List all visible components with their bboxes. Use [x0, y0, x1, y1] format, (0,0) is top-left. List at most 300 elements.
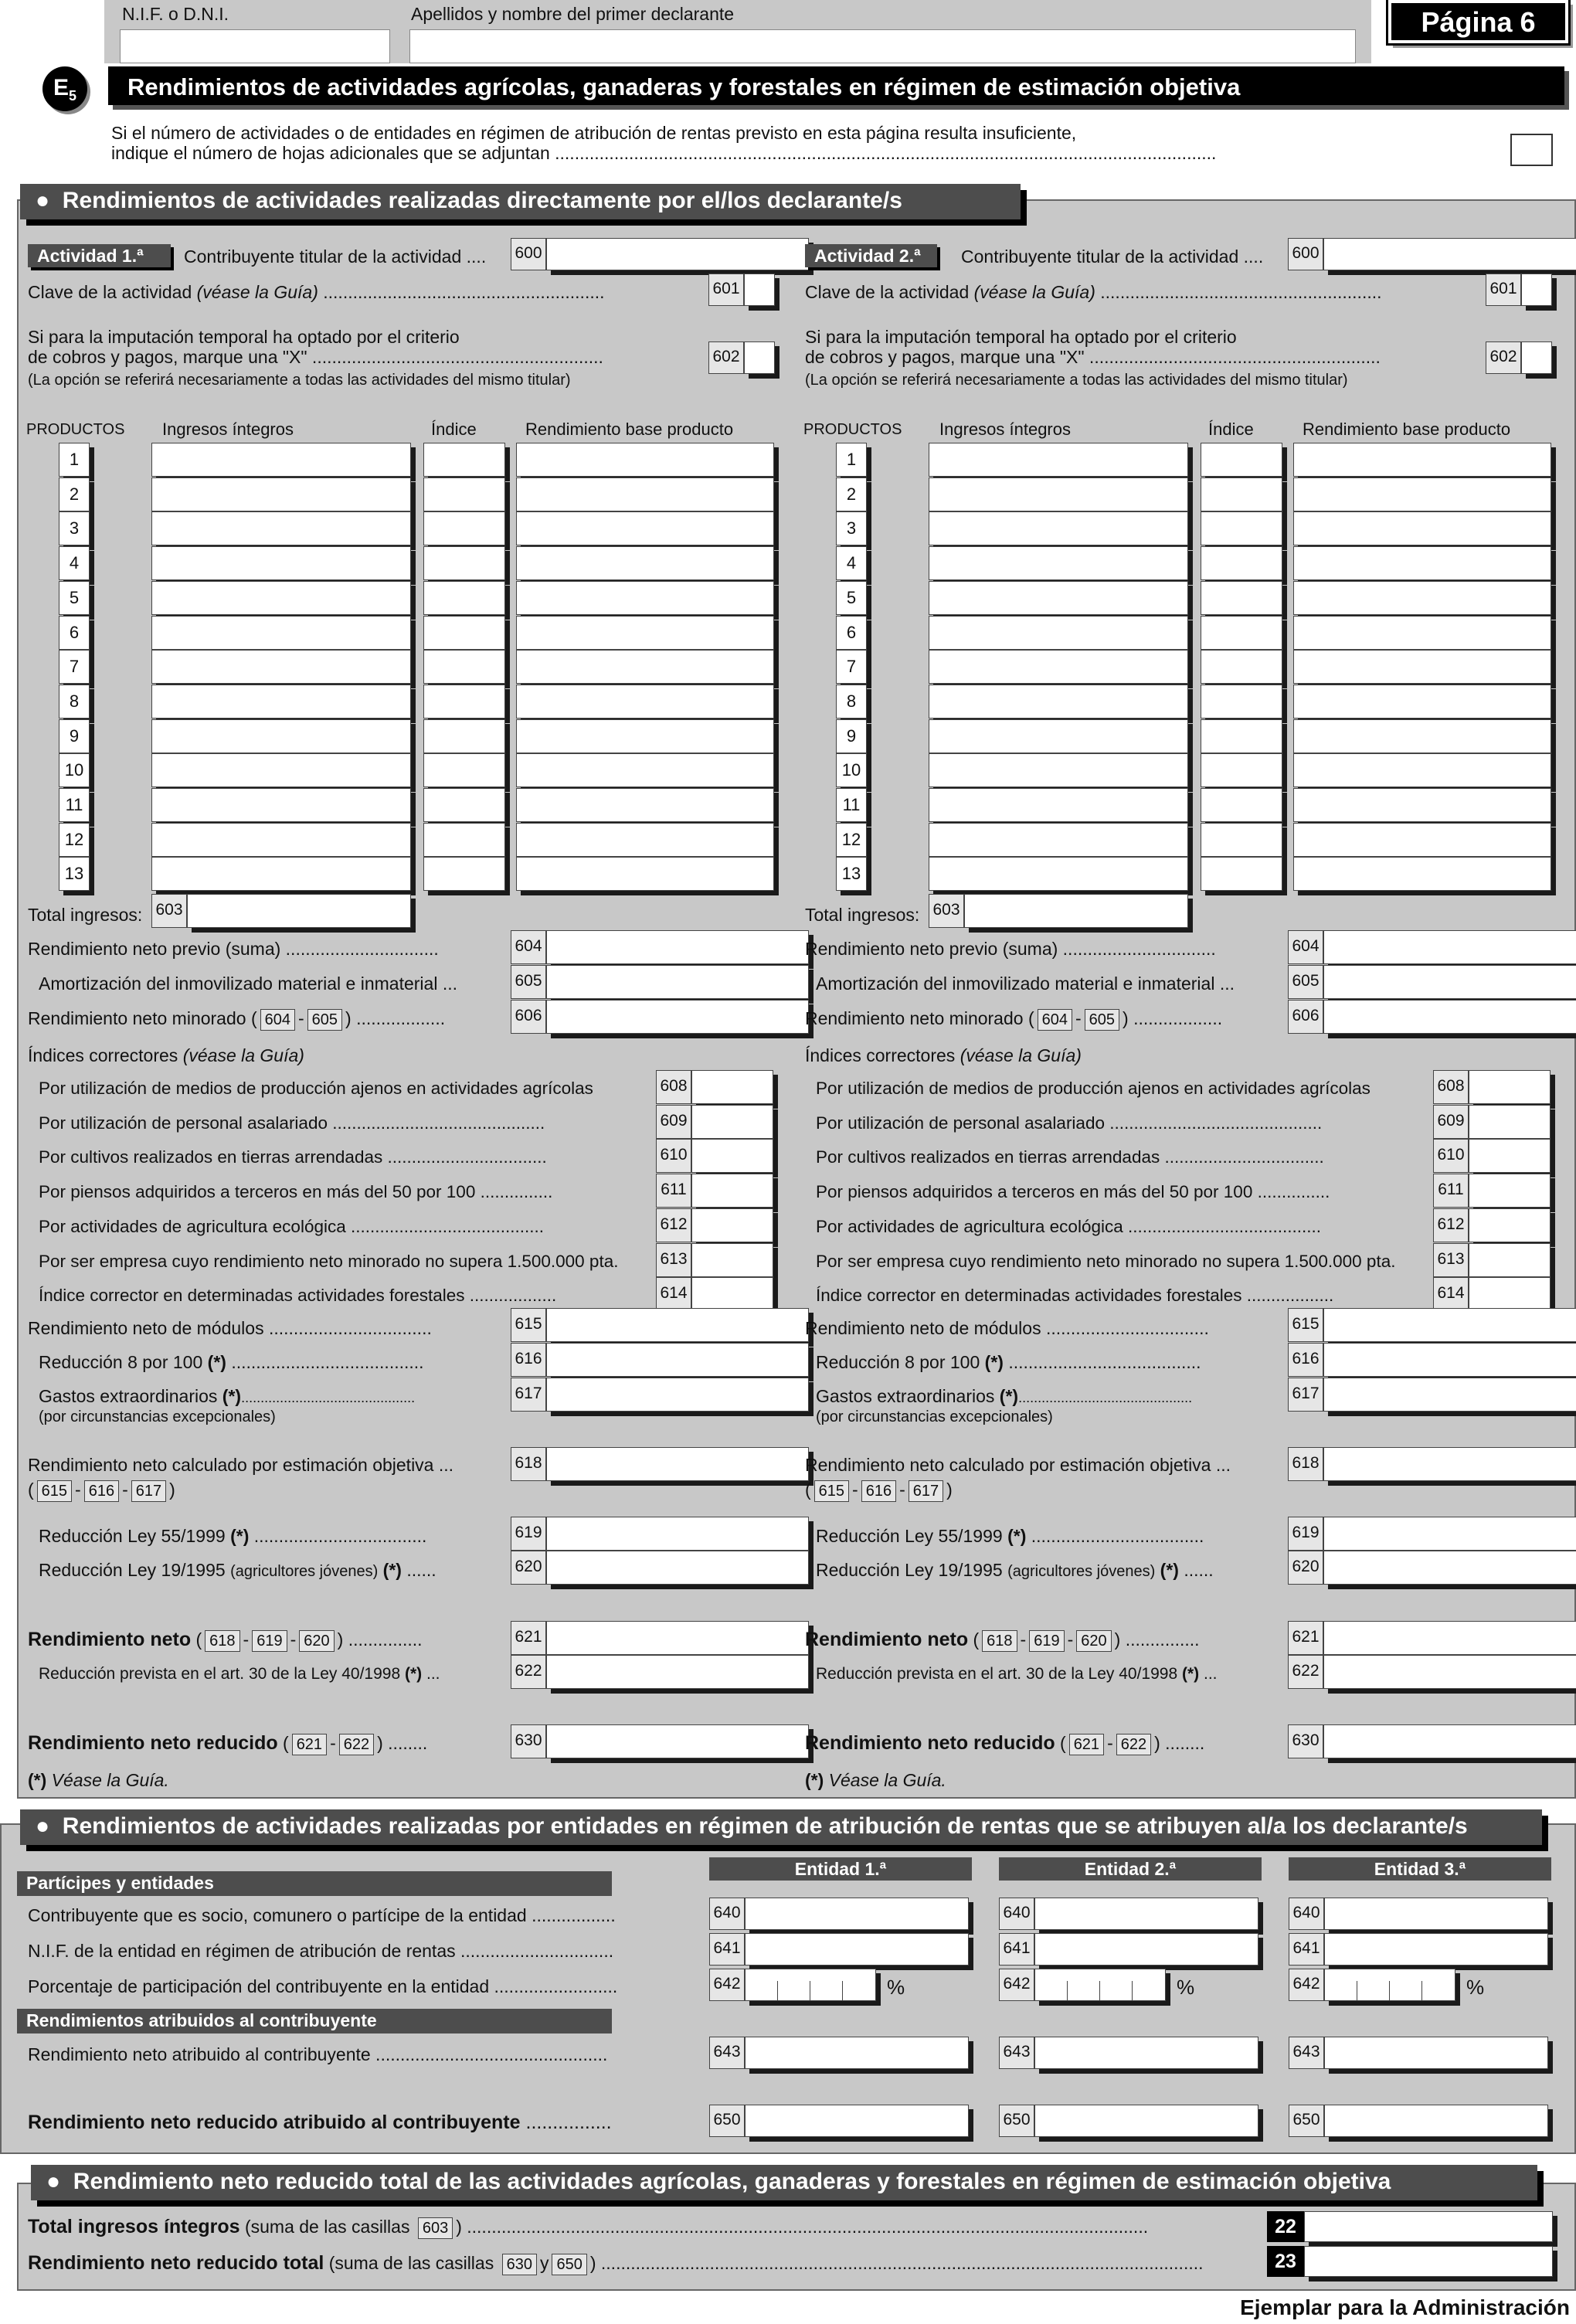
red55-text: Reducción Ley 55/1999 [39, 1526, 226, 1546]
entity3-atribuido-field[interactable] [1324, 2037, 1548, 2069]
ingresos-field[interactable] [929, 753, 1188, 787]
clave-label [805, 281, 1382, 303]
entity1-atribuido-field[interactable] [745, 2037, 969, 2069]
rend-reducido-text: Rendimiento neto reducido [805, 1732, 1055, 1754]
entity1-nif-field[interactable] [745, 1933, 969, 1966]
indice-corrector-label: Por actividades de agricultura ecológica ........................................ [39, 1216, 545, 1236]
total-ingresos-row [28, 2216, 1148, 2239]
rendimiento-field[interactable] [516, 753, 774, 787]
indice-corrector-label: Por cultivos realizados en tierras arrendadas ................................. [39, 1147, 547, 1167]
indice-field[interactable] [423, 443, 505, 477]
code-610: 610 [1433, 1139, 1469, 1173]
dots: ... [1204, 1665, 1218, 1683]
dots: ....................................... [231, 1352, 424, 1372]
minus: - [297, 1008, 304, 1028]
rendimiento-field[interactable] [1293, 823, 1551, 857]
rendimiento-field[interactable] [516, 650, 774, 684]
rendimiento-field[interactable] [1293, 581, 1551, 615]
row-number: 10 [59, 753, 90, 787]
ingresos-field[interactable] [929, 823, 1188, 857]
indice-corrector-label: Por utilización de personal asalariado ............................................ [39, 1113, 545, 1133]
ingresos-field[interactable] [929, 650, 1188, 684]
row-number: 13 [59, 857, 90, 891]
indice-corrector-field[interactable] [1469, 1139, 1551, 1173]
clave-italic: (véase la Guía) [196, 282, 318, 302]
red19-label [39, 1559, 436, 1582]
dots: ............................................. [241, 1390, 416, 1405]
indice-field[interactable] [1201, 650, 1282, 684]
star: (*) [382, 1560, 402, 1580]
indice-corrector-field[interactable] [1469, 1174, 1551, 1208]
minus: - [75, 1480, 81, 1500]
code-616: 616 [511, 1343, 546, 1377]
nif-label: N.I.F. o D.N.I. [122, 4, 229, 24]
indice-field[interactable] [1201, 685, 1282, 719]
ingresos-field[interactable] [151, 581, 411, 615]
indice-corrector-label: Por actividades de agricultura ecológica ........................................ [816, 1216, 1322, 1236]
indice-field[interactable] [423, 511, 505, 545]
additional-sheets-field[interactable] [1510, 134, 1553, 166]
code-641: 641 [999, 1933, 1034, 1966]
field-618[interactable] [546, 1447, 809, 1481]
ingresos-field[interactable] [929, 788, 1188, 822]
indice-corrector-field[interactable] [1469, 1105, 1551, 1139]
dots: ............................................. [1018, 1390, 1193, 1405]
rend-calc-label: Rendimiento neto calculado por estimación objetiva ... [805, 1455, 1231, 1475]
rendimiento-field[interactable] [516, 443, 774, 477]
lparen: ( [28, 1480, 34, 1500]
code-605: 605 [511, 965, 546, 999]
code-640: 640 [1289, 1898, 1324, 1930]
imput-line2: de cobros y pagos, marque una "X" ........................................................... [805, 347, 1381, 367]
entity2-atribuido-field[interactable] [1034, 2037, 1258, 2069]
rendimiento-field[interactable] [516, 719, 774, 753]
code-640: 640 [709, 1898, 745, 1930]
lparen: ( [973, 1629, 980, 1650]
indice-field[interactable] [423, 546, 505, 580]
rendimiento-field[interactable] [1293, 719, 1551, 753]
code-601: 601 [708, 274, 744, 306]
rend-neto-label [805, 1629, 1200, 1652]
minus: - [1020, 1629, 1027, 1650]
red19-text: Reducción Ley 19/1995 [816, 1560, 1003, 1580]
code-615: 615 [511, 1308, 546, 1342]
total-ingresos-field-1[interactable] [187, 894, 411, 928]
field-620[interactable] [546, 1551, 809, 1585]
rendimiento-field[interactable] [516, 685, 774, 719]
indice-field[interactable] [423, 616, 505, 650]
ref-650: 650 [552, 2254, 586, 2275]
reduccion-prevista-label [39, 1663, 440, 1685]
rend-neto-text: Rendimiento neto [805, 1629, 969, 1650]
code-601: 601 [1486, 274, 1521, 306]
indice-corrector-label: Índice corrector en determinadas actividades forestales .................. [39, 1286, 557, 1306]
field-630[interactable] [546, 1724, 809, 1758]
col-indice: Índice [1208, 420, 1254, 439]
code-615: 615 [1288, 1308, 1323, 1342]
indice-corrector-field[interactable] [691, 1105, 773, 1139]
rendimiento-field[interactable] [516, 546, 774, 580]
entity2-reducido-field[interactable] [1034, 2105, 1258, 2137]
indice-field[interactable] [1201, 823, 1282, 857]
rendimiento-field[interactable] [1293, 650, 1551, 684]
field-622[interactable] [546, 1655, 809, 1689]
reduccion8-label [816, 1351, 1201, 1373]
imput-field-2[interactable] [1521, 341, 1552, 374]
col-rendimiento: Rendimiento base producto [525, 420, 734, 439]
rendimiento-field[interactable] [516, 581, 774, 615]
code-605: 605 [1288, 965, 1323, 999]
dots: ............... [1125, 1629, 1200, 1650]
indice-field[interactable] [1201, 581, 1282, 615]
star: (*) [28, 1770, 47, 1790]
rendimiento-field[interactable] [1293, 443, 1551, 477]
indices-label [805, 1045, 1082, 1066]
rendimiento-field[interactable] [516, 477, 774, 511]
indice-corrector-label: Por piensos adquiridos a terceros en más del 50 por 100 ............... [39, 1182, 553, 1202]
indices-text: Índices correctores [805, 1045, 956, 1065]
star: (*) [1160, 1560, 1179, 1580]
ingresos-field[interactable] [151, 685, 411, 719]
field-617[interactable] [546, 1378, 809, 1412]
indice-corrector-field[interactable] [1469, 1277, 1551, 1311]
indice-corrector-field[interactable] [691, 1243, 773, 1277]
rendimiento-field[interactable] [516, 788, 774, 822]
indice-field[interactable] [423, 788, 505, 822]
red19-label [816, 1559, 1214, 1582]
rend-total-row [28, 2252, 1204, 2275]
field-619[interactable] [546, 1517, 809, 1551]
titular-field-1[interactable] [546, 238, 809, 270]
field-604[interactable] [546, 930, 809, 964]
ingresos-field[interactable] [151, 857, 411, 891]
indice-corrector-field[interactable] [1469, 1243, 1551, 1277]
titular-label: Contribuyente titular de la actividad .... [184, 246, 487, 267]
rendimiento-field[interactable] [1293, 477, 1551, 511]
amortizacion-label: Amortización del inmovilizado material e inmaterial ... [816, 973, 1235, 994]
field-621[interactable] [546, 1621, 809, 1655]
col-ingresos: Ingresos íntegros [162, 420, 294, 439]
ref-618: 618 [982, 1630, 1017, 1652]
dots: ....................................... [1008, 1352, 1201, 1372]
rend-minorado-end: ) .................. [1123, 1008, 1223, 1028]
rend-modulos-label: Rendimiento neto de módulos ................................. [805, 1318, 1209, 1338]
ingresos-field[interactable] [929, 616, 1188, 650]
ingresos-field[interactable] [929, 477, 1188, 511]
field-616[interactable] [546, 1343, 809, 1377]
y: y [539, 2253, 549, 2273]
rendimiento-field[interactable] [1293, 616, 1551, 650]
indice-field[interactable] [423, 477, 505, 511]
entity1-header: Entidad 1.ª [709, 1857, 972, 1881]
minus: - [899, 1480, 905, 1500]
ingresos-field[interactable] [929, 581, 1188, 615]
indice-field[interactable] [1201, 788, 1282, 822]
ingresos-field[interactable] [151, 546, 411, 580]
rparen: ) [589, 2253, 596, 2273]
row-number: 12 [836, 823, 867, 857]
gastos-text: Gastos extraordinarios [816, 1386, 995, 1406]
ref-622: 622 [1116, 1734, 1151, 1755]
total-ingresos-sub: (suma de las casillas [244, 2217, 410, 2237]
ingresos-field[interactable] [151, 443, 411, 477]
indice-corrector-field[interactable] [1469, 1070, 1551, 1104]
indice-field[interactable] [423, 857, 505, 891]
reduccion8-text: Reducción 8 por 100 [816, 1352, 980, 1372]
rend-calc-formula [28, 1479, 175, 1502]
entity1-reducido-field[interactable] [745, 2105, 969, 2137]
code-608: 608 [656, 1070, 691, 1104]
rend-total-field[interactable] [1304, 2246, 1553, 2277]
entity3-contribuyente-field[interactable] [1324, 1898, 1548, 1930]
indice-field[interactable] [423, 753, 505, 787]
entity1-contribuyente-field[interactable] [745, 1898, 969, 1930]
ingresos-field[interactable] [929, 857, 1188, 891]
field-621[interactable] [1323, 1621, 1576, 1655]
field-622[interactable] [1323, 1655, 1576, 1689]
ingresos-field[interactable] [151, 650, 411, 684]
indice-field[interactable] [1201, 443, 1282, 477]
code-650: 650 [999, 2105, 1034, 2137]
code-642: 642 [1289, 1969, 1324, 2001]
row650-dots: ................ [525, 2112, 612, 2133]
code-606: 606 [511, 1000, 546, 1034]
digit-separator [842, 1981, 843, 2001]
rendimiento-field[interactable] [1293, 788, 1551, 822]
row-number: 3 [836, 511, 867, 545]
field-617[interactable] [1323, 1378, 1576, 1412]
red55-text: Reducción Ley 55/1999 [816, 1526, 1003, 1546]
indice-field[interactable] [1201, 753, 1282, 787]
indice-corrector-field[interactable] [691, 1070, 773, 1104]
row-number: 12 [59, 823, 90, 857]
indice-corrector-field[interactable] [691, 1208, 773, 1242]
imput-line2: de cobros y pagos, marque una "X" ........................................................... [28, 347, 603, 367]
ingresos-field[interactable] [151, 788, 411, 822]
indice-corrector-field[interactable] [1469, 1208, 1551, 1242]
ingresos-field[interactable] [151, 719, 411, 753]
code-642: 642 [709, 1969, 745, 2001]
total-ingresos-label: Total ingresos: [28, 905, 143, 925]
field-618[interactable] [1323, 1447, 1576, 1481]
indices-italic: (véase la Guía) [182, 1045, 304, 1065]
indices-text: Índices correctores [28, 1045, 178, 1065]
ingresos-field[interactable] [151, 511, 411, 545]
row-number: 1 [836, 443, 867, 477]
field-615[interactable] [1323, 1308, 1576, 1342]
field-605[interactable] [1323, 965, 1576, 999]
field-616[interactable] [1323, 1343, 1576, 1377]
minus: - [243, 1629, 250, 1650]
minus: - [852, 1480, 858, 1500]
field-604[interactable] [1323, 930, 1576, 964]
entity3-porcentaje-field[interactable] [1324, 1969, 1455, 2001]
field-605[interactable] [546, 965, 809, 999]
rend-neto-label [28, 1629, 423, 1652]
box-22: 22 [1267, 2211, 1304, 2242]
rendimiento-field[interactable] [516, 511, 774, 545]
rendimiento-field[interactable] [1293, 511, 1551, 545]
dots: ... [426, 1665, 440, 1683]
dots: .......................................................................................................................... [600, 2253, 1204, 2273]
ingresos-field[interactable] [151, 823, 411, 857]
rendimiento-field[interactable] [516, 616, 774, 650]
row-number: 2 [836, 477, 867, 511]
gastos-label [816, 1385, 1192, 1408]
indice-corrector-field[interactable] [691, 1139, 773, 1173]
code-643: 643 [999, 2037, 1034, 2069]
ingresos-field[interactable] [151, 616, 411, 650]
indice-field[interactable] [423, 823, 505, 857]
total-ingresos-field-2[interactable] [964, 894, 1188, 928]
field-606[interactable] [1323, 1000, 1576, 1034]
ingresos-field[interactable] [929, 685, 1188, 719]
imput-line3: (La opción se referirá necesariamente a todas las actividades del mismo titular) [28, 372, 571, 389]
indice-field[interactable] [423, 719, 505, 753]
star: (*) [805, 1770, 824, 1790]
row-number: 5 [59, 581, 90, 615]
rendimiento-field[interactable] [516, 857, 774, 891]
vease-guia-note [28, 1769, 169, 1791]
ref-622: 622 [339, 1734, 374, 1755]
field-606[interactable] [546, 1000, 809, 1034]
indice-field[interactable] [423, 650, 505, 684]
row-number: 8 [836, 685, 867, 719]
ingresos-field[interactable] [929, 511, 1188, 545]
indice-field[interactable] [1201, 477, 1282, 511]
total-ingresos-field[interactable] [1304, 2211, 1553, 2242]
code-609: 609 [1433, 1105, 1469, 1139]
star: (*) [405, 1665, 423, 1683]
col-indice: Índice [431, 420, 477, 439]
section3-title [31, 2165, 1537, 2200]
clave-field-2[interactable] [1521, 274, 1552, 306]
field-620[interactable] [1323, 1551, 1576, 1585]
ingresos-field[interactable] [929, 719, 1188, 753]
ref-617: 617 [131, 1480, 166, 1502]
row-number: 1 [59, 443, 90, 477]
indice-corrector-label: Por cultivos realizados en tierras arrendadas ................................. [816, 1147, 1324, 1167]
rend-calc-label: Rendimiento neto calculado por estimación objetiva ... [28, 1455, 454, 1475]
rendimiento-field[interactable] [1293, 685, 1551, 719]
minus: - [1107, 1733, 1113, 1753]
row641-label: N.I.F. de la entidad en régimen de atribución de rentas ............................... [28, 1941, 614, 1961]
ref-615: 615 [814, 1480, 849, 1502]
field-619[interactable] [1323, 1517, 1576, 1551]
rendimiento-field[interactable] [1293, 753, 1551, 787]
vease-guia-note [805, 1769, 946, 1791]
row-number: 9 [59, 719, 90, 753]
ref-621: 621 [1069, 1734, 1104, 1755]
badge-sub: 5 [69, 88, 77, 104]
section-badge [42, 66, 87, 111]
col-productos: PRODUCTOS [803, 421, 902, 438]
dots: ................................... [1031, 1526, 1204, 1546]
rend-total-label: Rendimiento neto reducido total [28, 2252, 324, 2274]
note-line2: indique el número de hojas adicionales que se adjuntan ...................................................................................................................................... [111, 143, 1217, 163]
entity2-nif-field[interactable] [1034, 1933, 1258, 1966]
indice-field[interactable] [1201, 616, 1282, 650]
activity-2-label: Actividad 2.ª [805, 244, 937, 267]
imput-field-1[interactable] [744, 341, 775, 374]
indice-field[interactable] [423, 581, 505, 615]
reduccion8-text: Reducción 8 por 100 [39, 1352, 203, 1372]
indice-field[interactable] [1201, 857, 1282, 891]
amortizacion-label: Amortización del inmovilizado material e inmaterial ... [39, 973, 457, 994]
row-number: 7 [59, 650, 90, 684]
entity2-contribuyente-field[interactable] [1034, 1898, 1258, 1930]
code-630: 630 [511, 1724, 546, 1758]
name-label: Apellidos y nombre del primer declarante [411, 4, 735, 24]
entity3-nif-field[interactable] [1324, 1933, 1548, 1966]
indice-corrector-field[interactable] [691, 1277, 773, 1311]
gastos-text: Gastos extraordinarios [39, 1386, 218, 1406]
field-615[interactable] [546, 1308, 809, 1342]
ref-621: 621 [292, 1734, 327, 1755]
rendimiento-field[interactable] [516, 823, 774, 857]
code-619: 619 [511, 1517, 546, 1551]
indice-field[interactable] [1201, 546, 1282, 580]
field-630[interactable] [1323, 1724, 1576, 1758]
entity2-porcentaje-field[interactable] [1034, 1969, 1166, 2001]
indice-field[interactable] [423, 685, 505, 719]
rend-neto-text: Rendimiento neto [28, 1629, 192, 1650]
ingresos-field[interactable] [151, 753, 411, 787]
titular-field-2[interactable] [1323, 238, 1576, 270]
indice-field[interactable] [1201, 719, 1282, 753]
rparen: ) [456, 2217, 462, 2237]
ingresos-field[interactable] [151, 477, 411, 511]
rendimiento-field[interactable] [1293, 546, 1551, 580]
indice-corrector-field[interactable] [691, 1174, 773, 1208]
ingresos-field[interactable] [929, 546, 1188, 580]
code-612: 612 [1433, 1208, 1469, 1242]
row-number: 4 [836, 546, 867, 580]
indices-italic: (véase la Guía) [960, 1045, 1082, 1065]
red55-label [39, 1525, 426, 1547]
row-number: 3 [59, 511, 90, 545]
minus: - [1067, 1629, 1074, 1650]
rendimiento-field[interactable] [1293, 857, 1551, 891]
code-617: 617 [1288, 1378, 1323, 1412]
clave-dots: ......................................................... [323, 282, 605, 302]
indice-field[interactable] [1201, 511, 1282, 545]
percent-sign: % [887, 1976, 905, 1999]
code-620: 620 [511, 1551, 546, 1585]
rend-minorado-text: Rendimiento neto minorado ( [805, 1008, 1034, 1028]
entity3-reducido-field[interactable] [1324, 2105, 1548, 2137]
lparen: ( [283, 1733, 289, 1753]
section2-title [20, 1809, 1542, 1845]
rend-previo-label: Rendimiento neto previo (suma) ............................... [805, 939, 1216, 959]
clave-field-1[interactable] [744, 274, 775, 306]
clave-text: Clave de la actividad [805, 282, 970, 302]
dots: ........ [1165, 1733, 1205, 1753]
col-rendimiento: Rendimiento base producto [1303, 420, 1511, 439]
rparen: ) [1154, 1733, 1160, 1753]
rparen: ) [169, 1480, 175, 1500]
vease-text: Véase la Guía. [51, 1770, 169, 1790]
ingresos-field[interactable] [929, 443, 1188, 477]
code-640: 640 [999, 1898, 1034, 1930]
row-number: 11 [59, 788, 90, 822]
indice-corrector-label: Índice corrector en determinadas actividades forestales .................. [816, 1286, 1334, 1306]
code-614: 614 [1433, 1277, 1469, 1311]
name-field[interactable] [409, 29, 1356, 63]
entity1-porcentaje-field[interactable] [745, 1969, 876, 2001]
nif-field[interactable] [120, 29, 390, 63]
row-number: 2 [59, 477, 90, 511]
